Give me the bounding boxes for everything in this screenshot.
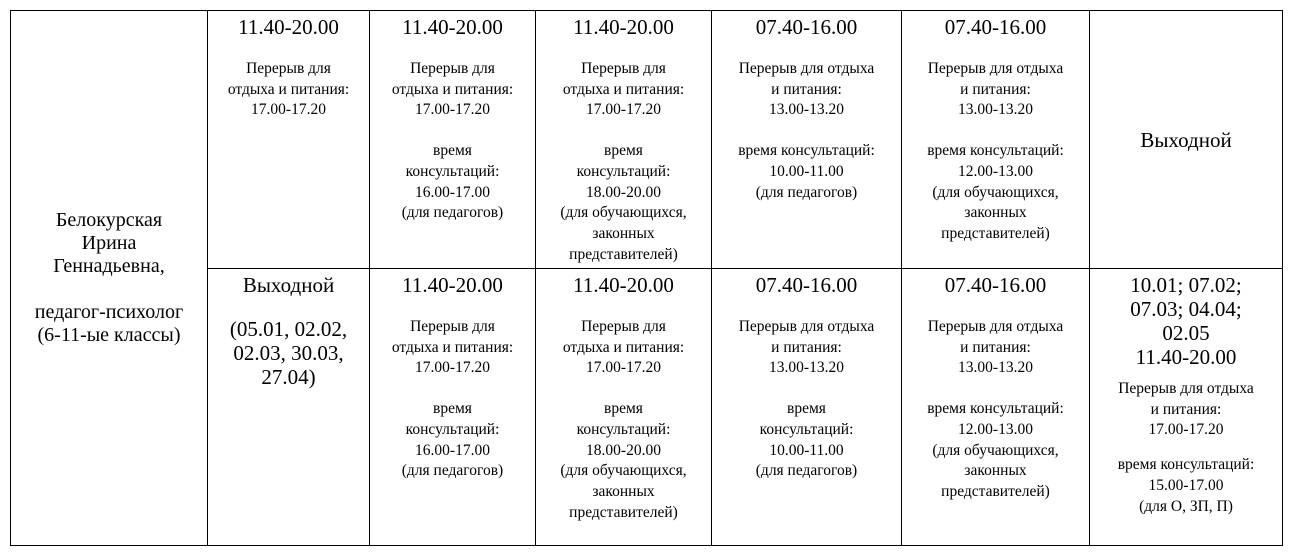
day-cell	[370, 269, 536, 546]
consult-info	[714, 399, 899, 482]
break-time: 17.00-17.20	[251, 101, 326, 119]
break-info	[714, 317, 899, 379]
employee-cell	[11, 11, 208, 546]
break-info	[904, 59, 1087, 121]
work-hours: 11.40-20.00	[402, 273, 503, 297]
consult-line: время	[433, 142, 472, 160]
consult-line: время	[604, 400, 643, 418]
break-line: Перерыв для	[410, 60, 495, 77]
break-time: 17.00-17.20	[415, 101, 490, 119]
consult-line: время	[604, 142, 643, 160]
consult-audience: (для педагогов)	[755, 462, 858, 480]
date-line: (05.01, 02.02,	[229, 317, 348, 341]
consult-line: время консультаций:	[927, 142, 1064, 160]
consult-audience: (для обучающихся,	[932, 183, 1059, 201]
break-line: и питания:	[1150, 400, 1222, 418]
work-hours: 11.40-20.00	[1135, 345, 1237, 369]
consult-info	[372, 141, 533, 224]
break-line: Перерыв для отдыха	[738, 60, 875, 77]
day-cell	[712, 269, 902, 546]
day-off-cell	[1090, 11, 1283, 269]
date-line: 02.05	[1162, 321, 1210, 345]
work-hours: 07.40-16.00	[755, 15, 858, 39]
consult-time: 16.00-17.00	[415, 441, 490, 459]
consult-line: время	[787, 400, 826, 418]
consult-audience: (для обучающихся,	[560, 462, 687, 480]
consult-time: 12.00-13.00	[958, 162, 1033, 180]
work-hours: 11.40-20.00	[573, 273, 674, 297]
date-line: 07.03; 04.04;	[1130, 297, 1242, 321]
break-info	[372, 59, 533, 121]
work-hours: 11.40-20.00	[238, 15, 339, 39]
break-info	[714, 59, 899, 121]
consult-line: консультаций:	[576, 420, 671, 438]
break-line: и питания:	[960, 338, 1031, 356]
break-line: Перерыв для	[581, 318, 666, 335]
break-info	[210, 59, 367, 121]
break-line: Перерыв для отдыха	[1118, 380, 1254, 397]
employee-line-blank	[13, 278, 205, 301]
work-dates	[1092, 269, 1280, 345]
break-info	[538, 59, 709, 121]
consult-audience: (для педагогов)	[755, 183, 858, 201]
consult-info	[538, 141, 709, 265]
break-line: отдыха и питания:	[562, 80, 685, 98]
consult-info	[904, 399, 1087, 503]
consult-line: время консультаций:	[927, 400, 1064, 418]
consult-time: 12.00-13.00	[958, 420, 1033, 438]
consult-audience: (для обучающихся,	[932, 441, 1059, 459]
consult-line: консультаций:	[576, 162, 671, 180]
consult-audience: (для педагогов)	[401, 462, 504, 480]
day-cell	[536, 11, 712, 269]
break-line: и питания:	[771, 338, 842, 356]
work-hours: 11.40-20.00	[402, 15, 503, 39]
consult-time: 15.00-17.00	[1148, 476, 1224, 494]
consult-audience: (для педагогов)	[401, 204, 504, 222]
employee-line: Ирина	[81, 232, 137, 254]
schedule-row-week1	[11, 11, 1283, 269]
consult-time: 16.00-17.00	[415, 183, 490, 201]
break-line: отдыха и питания:	[391, 338, 514, 356]
break-time: 13.00-13.20	[958, 101, 1033, 119]
break-line: отдыха и питания:	[227, 80, 350, 98]
consult-time: 10.00-11.00	[769, 441, 844, 459]
consult-line: время консультаций:	[738, 142, 875, 160]
day-cell	[1090, 269, 1283, 546]
consult-audience: представителей)	[941, 482, 1050, 500]
break-info	[904, 317, 1087, 379]
consult-info	[538, 399, 709, 523]
work-hours: 07.40-16.00	[944, 15, 1047, 39]
day-off-label: Выходной	[242, 273, 335, 297]
break-time: 17.00-17.20	[415, 359, 490, 377]
break-line: Перерыв для	[410, 318, 495, 335]
work-hours: 11.40-20.00	[573, 15, 674, 39]
break-time: 17.00-17.20	[1148, 421, 1224, 439]
break-time: 13.00-13.20	[769, 359, 844, 377]
consult-info	[714, 141, 899, 203]
break-time: 17.00-17.20	[586, 359, 661, 377]
break-info	[372, 317, 533, 379]
consult-line: консультаций:	[759, 420, 854, 438]
break-time: 17.00-17.20	[586, 101, 661, 119]
break-line: Перерыв для отдыха	[927, 60, 1064, 77]
day-cell	[208, 11, 370, 269]
day-cell	[712, 11, 902, 269]
work-hours: 07.40-16.00	[944, 273, 1047, 297]
consult-audience: представителей)	[941, 224, 1050, 242]
consult-audience: (для обучающихся,	[560, 204, 687, 222]
consult-audience: законных	[964, 462, 1027, 480]
consult-audience: (для О, ЗП, П)	[1139, 497, 1233, 515]
day-cell	[370, 11, 536, 269]
date-line: 10.01; 07.02;	[1130, 273, 1242, 297]
employee-line: Геннадьевна,	[53, 255, 165, 277]
consult-line: время консультаций:	[1117, 456, 1255, 474]
break-line: отдыха и питания:	[562, 338, 685, 356]
consult-line: консультаций:	[405, 420, 500, 438]
employee-classes: (6-11-ые классы)	[37, 324, 181, 346]
break-line: Перерыв для	[246, 60, 331, 77]
break-line: отдыха и питания:	[391, 80, 514, 98]
break-line: и питания:	[771, 80, 842, 98]
break-info	[538, 317, 709, 379]
break-line: Перерыв для	[581, 60, 666, 77]
break-info	[1092, 379, 1280, 441]
consult-line: консультаций:	[405, 162, 500, 180]
consult-audience: законных	[592, 224, 655, 242]
break-line: Перерыв для отдыха	[927, 318, 1064, 335]
consult-line: время	[433, 400, 472, 418]
consult-info	[372, 399, 533, 482]
date-line: 02.03, 30.03,	[233, 341, 344, 365]
day-cell	[902, 269, 1090, 546]
consult-info	[1092, 455, 1280, 517]
consult-audience: представителей)	[569, 503, 678, 521]
work-hours: 07.40-16.00	[755, 273, 858, 297]
consult-time: 10.00-11.00	[769, 162, 844, 180]
consult-time: 18.00-20.00	[586, 183, 661, 201]
consult-audience: представителей)	[569, 245, 678, 263]
employee-position: педагог-психолог	[34, 301, 184, 323]
employee-line: Белокурская	[55, 209, 163, 231]
day-cell	[902, 11, 1090, 269]
consult-audience: законных	[964, 204, 1027, 222]
break-line: и питания:	[960, 80, 1031, 98]
date-line: 27.04)	[261, 365, 316, 389]
consult-audience: законных	[592, 482, 655, 500]
consult-time: 18.00-20.00	[586, 441, 661, 459]
day-off-dates	[210, 317, 367, 389]
break-time: 13.00-13.20	[958, 359, 1033, 377]
day-off-cell	[208, 269, 370, 546]
day-cell	[536, 269, 712, 546]
schedule-table	[10, 10, 1283, 546]
consult-info	[904, 141, 1087, 245]
day-off-label: Выходной	[1140, 127, 1232, 152]
break-time: 13.00-13.20	[769, 101, 844, 119]
break-line: Перерыв для отдыха	[738, 318, 875, 335]
